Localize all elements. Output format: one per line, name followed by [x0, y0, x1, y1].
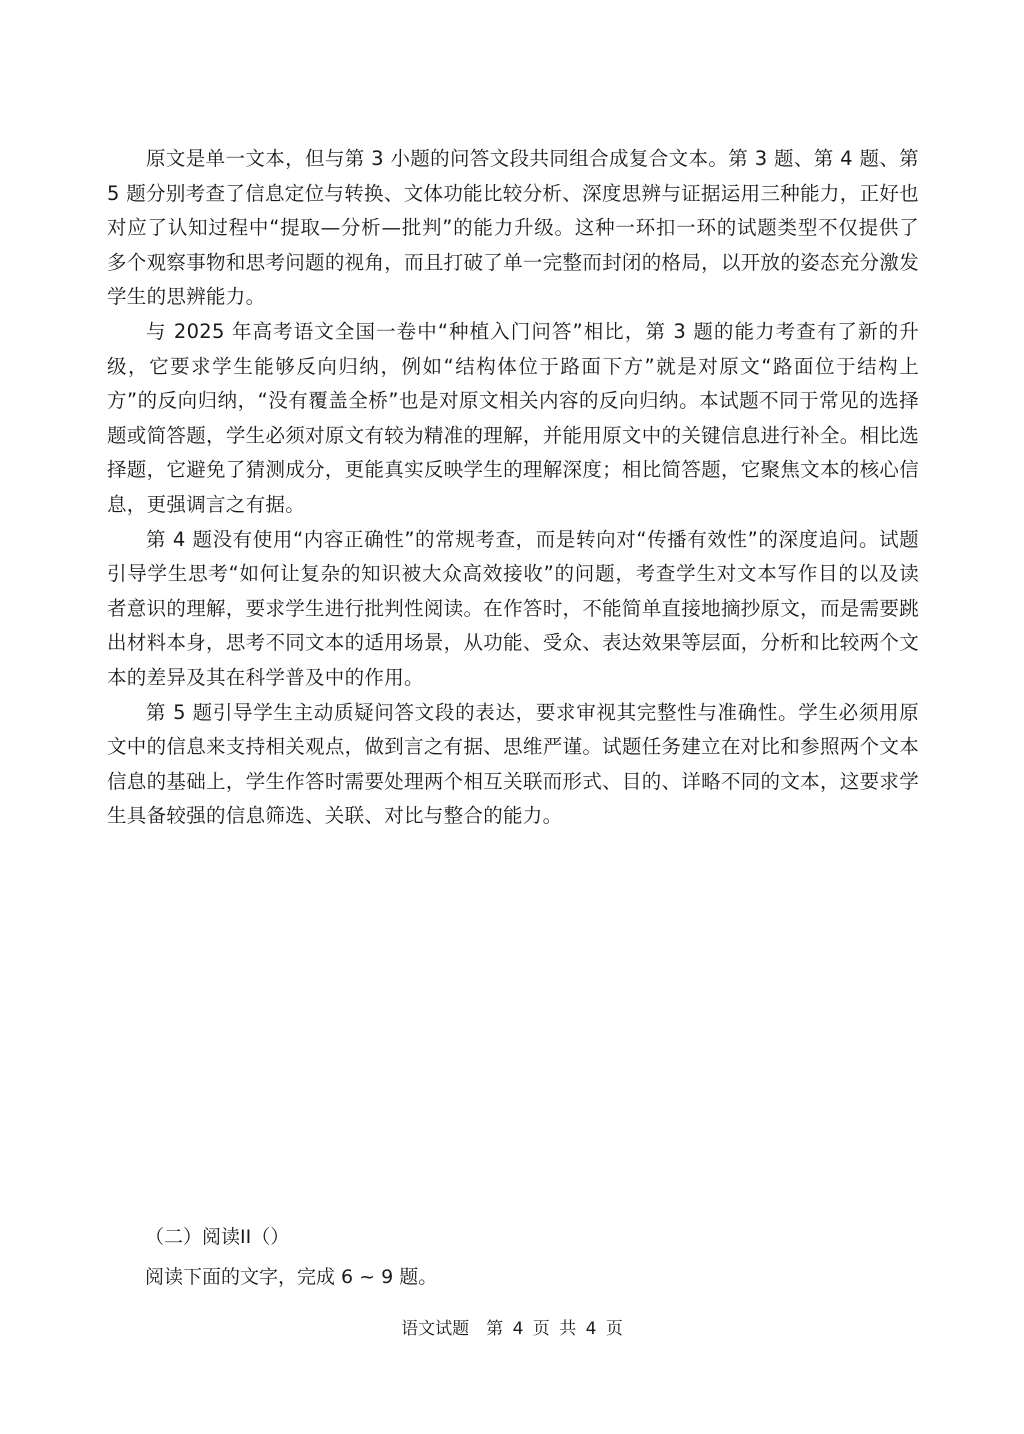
section-instruction: 阅读下面的文字，完成 6 ~ 9 题。 — [145, 1266, 438, 1288]
paragraph-3: 第 4 题没有使用“内容正确性”的常规考查，而是转向对“传播有效性”的深度追问。试题引导学生思考“如何让复杂的知识被大众高效接收”的问题，考查学生对文本写作目的以及读者意识的理解，要求学生进行批判性阅读。在作答时，不能简单直接地摘抄原文，而是需要跳出材料本身，思考不同文本的适用场景，从功能、受众、表达效果等层面，分析和比较两个文本的差异及其在科学普及中的作用。 — [107, 527, 919, 689]
paragraph-1: 原文是单一文本，但与第 3 小题的问答文段共同组合成复合文本。第 3 题、第 4 题、第 5 题分别考查了信息定位与转换、文体功能比较分析、深度思辨与证据运用三种能力，正好也对应了认知过程中“提取—分析—批判”的能力升级。这种一环扣一环的试题类型不仅提供了多个观察事物和思考问题的视角，而且打破了单一完整而封闭的格局，以开放的姿态充分激发学生的思辨能力。 — [107, 147, 919, 309]
page-footer: 语文试题 第 4 页 共 4 页 — [401, 1319, 623, 1339]
paragraph-4: 第 5 题引导学生主动质疑问答文段的表达，要求审视其完整性与准确性。学生必须用原文中的信息来支持相关观点，做到言之有据、思维严谨。试题任务建立在对比和参照两个文本信息的基础上，学生作答时需要处理两个相互关联而形式、目的、详略不同的文本，这要求学生具备较强的信息筛选、关联、对比与整合的能力。 — [107, 700, 919, 828]
paragraph-2: 与 2025 年高考语文全国一卷中“种植入门问答”相比，第 3 题的能力考查有了新的升级，它要求学生能够反向归纳，例如“结构体位于路面下方”就是对原文“路面位于结构上方”的反向归纳，“没有覆盖全桥”也是对原文相关内容的反向归纳。本试题不同于常见的选择题或简答题，学生必须对原文有较为精准的理解，并能用原文中的关键信息进行补全。相比选择题，它避免了猜测成分，更能真实反映学生的理解深度；相比简答题，它聚焦文本的核心信息，更强调言之有据。 — [107, 319, 919, 516]
article-body — [107, 142, 919, 834]
section-heading: （二）阅读II（） — [145, 1226, 290, 1248]
